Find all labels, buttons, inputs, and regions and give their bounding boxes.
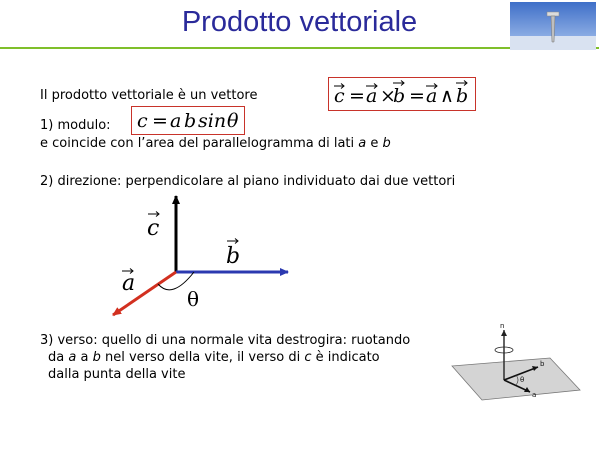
verso-line-2-c: c (304, 350, 312, 365)
formula-times: × (380, 85, 396, 107)
modulo-a: a (170, 110, 182, 132)
label-c: c (147, 216, 160, 241)
figure-label-theta: θ (520, 376, 525, 384)
plane (452, 358, 580, 400)
figure-label-b: b (540, 360, 545, 368)
verso-line-1: 3) verso: quello di una normale vita destrogira: ruotando (40, 333, 411, 348)
direzione-text: 2) direzione: perpendicolare al piano individuato dai due vettori (40, 174, 456, 189)
modulo-sin: sin (198, 110, 227, 132)
label-b: b (226, 244, 241, 269)
formula-wedge: ∧ (440, 85, 454, 107)
modulo-description-b: b (382, 136, 391, 151)
formula-a-2: a (426, 85, 438, 107)
formula-b-2: b (456, 85, 469, 107)
modulo-description-and: e (366, 136, 383, 151)
modulo-label: 1) modulo: (40, 118, 111, 133)
slide-title: Prodotto vettoriale (181, 6, 418, 38)
formula-c: c (334, 85, 345, 107)
verso-line-2-end: è indicato (311, 350, 380, 365)
screw-rule-figure (446, 320, 586, 416)
verso-line-2-to: a (76, 350, 93, 365)
figure-label-a: a (532, 391, 537, 399)
verso-line-2-text: nel verso della vite, il verso di (100, 350, 305, 365)
label-theta: θ (187, 287, 200, 311)
verso-line-3: dalla punta della vite (48, 367, 186, 382)
formula-eq-2: = (409, 85, 425, 107)
modulo-eq: = (152, 110, 168, 132)
modulo-description-text: e coincide con l’area del parallelogramma di lati (40, 136, 359, 151)
modulo-theta: θ (227, 110, 239, 132)
figure-label-n: n (500, 322, 505, 330)
modulo-c: c (137, 110, 148, 132)
intro-text: Il prodotto vettoriale è un vettore (40, 88, 258, 103)
formula-a-1: a (366, 85, 378, 107)
verso-line-2 (48, 350, 380, 366)
formula-b-1: b (393, 85, 406, 107)
modulo-description-a: a (358, 136, 367, 151)
formula-eq-1: = (349, 85, 365, 107)
label-a: a (122, 271, 136, 296)
verso-line-2-a: a (68, 350, 77, 365)
arrow-over-b (227, 239, 238, 244)
modulo-b: b (184, 110, 197, 132)
normal-arrowhead (501, 330, 507, 336)
verso-line-2-b: b (92, 350, 101, 365)
verso-line-2-prefix: da (48, 350, 69, 365)
